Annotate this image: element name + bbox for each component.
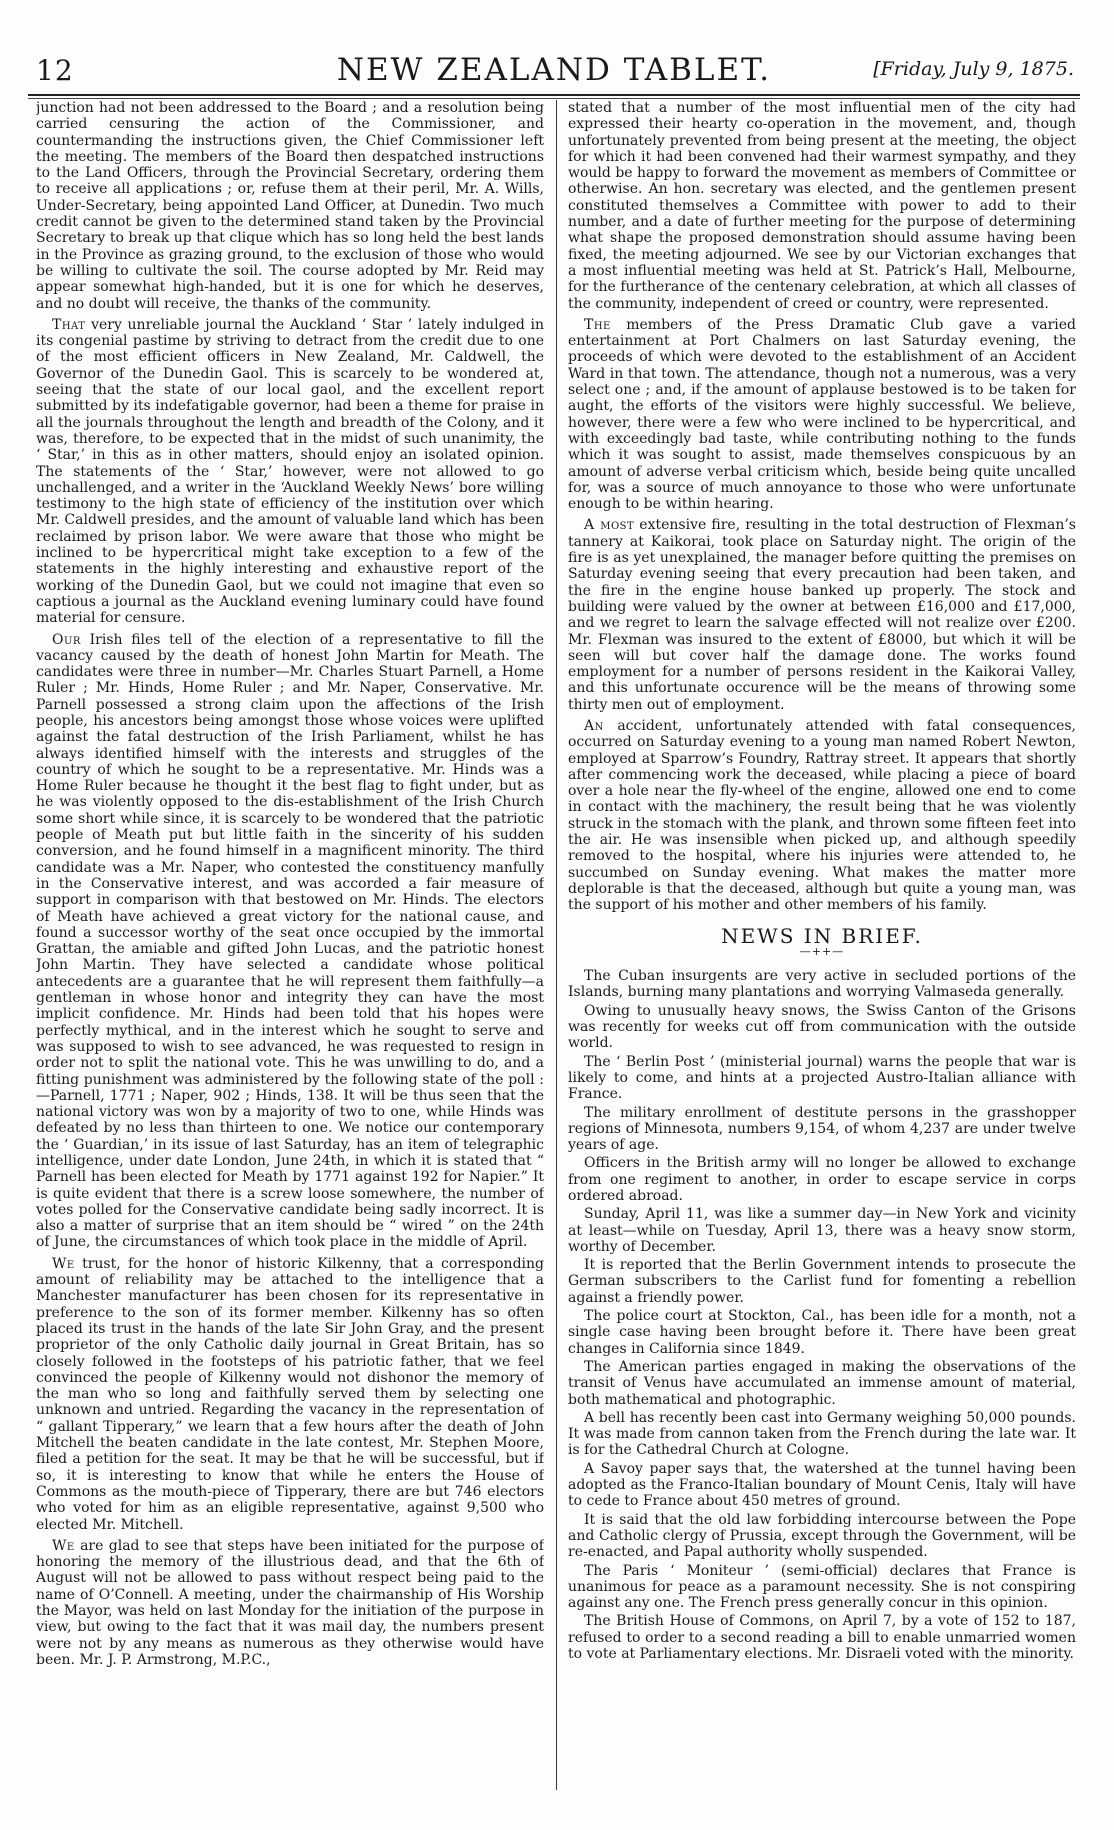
column-divider <box>556 100 557 1790</box>
paragraph-text: very unreliable journal the Auckland ‘ Star ’ lately indulged in its congenial pastime by striving to detract from the credit due to one of the most efficient officers in New Zealand, Mr. Caldwell, the Governor of the Dunedin Gaol. This is scarcely to be wondered at, seeing that the state of our local gaol, and the excellent report submitted by its indefatigable governor, had been a theme for praise in all the journals throughout the length and breadth of the Colony, and it was, therefore, to be expected that in the midst of such unanimity, the ‘ Star,’ in this as in other matters, should enjoy an isolated opinion. The statements of the ‘ Star,’ however, were not allowed to go unchallenged, and a writer in the ‘Auckland Weekly News’ bore willing testimony to the high state of efficiency of the institution over which Mr. Caldwell presides, and the amount of valuable land which has been reclaimed by prison labor. We were aware that those who might be inclined to be hypercritical might take exception to a few of the statements in the highly interesting and exhaustive report of the working of the Dunedin Gaol, but we could not imagine that even so captious a journal as the Auckland evening luminary could have found material for censure. <box>36 316 544 627</box>
paragraph-lead-word: A most <box>584 517 635 534</box>
heading-ornament: —++— <box>799 944 845 958</box>
masthead-rule-thin <box>28 98 1080 99</box>
newspaper-title: NEW ZEALAND TABLET. <box>336 52 772 88</box>
article-paragraph <box>36 1256 544 1533</box>
paragraph-lead-word: Our <box>52 631 81 648</box>
news-item: The military enrollment of destitute persons in the grasshopper regions of Minnesota, numbers 9,154, of whom 4,237 are under twelve years of age. <box>568 1104 1076 1154</box>
paragraph-text: members of the Press Dramatic Club gave a varied entertainment at Port Chalmers on last Saturday evening, the proceeds of which were devoted to the establishment of an Accident Ward in that town. The attendance, though not a numerous, was a very select one ; and, if the amount of applause bestowed is to be taken for aught, the efforts of the visitors were highly successful. We believe, however, there were a few who were inclined to be hypercritical, and with exceedingly bad taste, while contributing nothing to the funds which it was sought to assist, made themselves conspicuous by an amount of adverse verbal criticism which, beside being quite uncalled for, was a source of much annoyance to those who were unfortunate enough to be within hearing. <box>568 316 1076 513</box>
news-item: Sunday, April 11, was like a summer day—in New York and vicinity at least—while on Tuesday, April 13, there was a heavy snow storm, worthy of December. <box>568 1206 1076 1255</box>
article-paragraph <box>36 317 544 627</box>
news-item: The Cuban insurgents are very active in secluded portions of the Islands, burning many plantations and worrying Valmaseda generally. <box>568 968 1076 1001</box>
paragraph-lead-word: We <box>52 1255 75 1272</box>
masthead-rule <box>28 94 1080 96</box>
article-paragraph <box>36 632 544 1251</box>
paragraph-text: are glad to see that steps have been initiated for the purpose of honoring the memory of the illustrious dead, and that the 6th of August will not be allowed to pass without respect being paid to the name of O’Connell. A meeting, under the chairmanship of His Worship the Mayor, was held on last Monday for the initiation of the purpose in view, but owing to the fact that it was mail day, the numbers present were not by any means as numerous as they otherwise would have been. Mr. J. P. Armstrong, M.P.C., <box>36 1537 544 1668</box>
article-paragraph <box>568 517 1076 713</box>
news-in-brief-list <box>568 968 1076 1662</box>
paragraph-lead-word: An <box>584 717 604 734</box>
paragraph-lead-word: That <box>52 316 86 333</box>
paragraph-text: Irish files tell of the election of a representative to fill the vacancy caused by the death of honest John Martin for Meath. The candidates were three in number—Mr. Charles Stuart Parnell, a Home Ruler ; Mr. Hinds, Home Ruler ; and Mr. Naper, Conservative. Mr. Parnell possessed a strong claim upon the affections of the Irish people, his ancestors being amongst those whose voices were uplifted against the fatal destruction of the Irish Parliament, whilst he has always identified himself with the interests and struggles of the country of which he sought to be a representative. Mr. Hinds was a Home Ruler because he thought it the best flag to fight under, but as he was violently opposed to the dis-establishment of the Irish Church some short while since, it is scarcely to be wondered that the patriotic people of Meath put but little faith in the sincerity of his sudden conversion, and he found himself in a magnificent minority. The third candidate was a Mr. Naper, who contested the constituency manfully in the Conservative interest, and was accorded a fair measure of support in comparison with that bestowed on Mr. Hinds. The electors of Meath have achieved a great victory for the national cause, and found a successor worthy of the seat once occupied by the immortal Grattan, the amiable and gifted John Lucas, and the patriotic honest John Martin. They have selected a candidate whose political antecedents are a guarantee that he will represent them faithfully—a gentleman in whose honor and integrity they can have the most implicit confidence. Mr. Hinds had been told that his hopes were perfectly mythical, and in the interest which he sought to serve and was supposed to wish to see advanced, he was requested to resign in order not to split the national vote. This he was unwilling to do, and a fitting punishment was administered by the following state of the poll :—Parnell, 1771 ; Naper, 902 ; Hinds, 138. It will be thus seen that the national victory was won by a majority of two to one, while Hinds was defeated by no less than thirteen to one. We notice our contemporary the ‘ Guardian,’ in its issue of last Saturday, has an item of telegraphic intelligence, under date London, June 24th, in which it is stated that “ Parnell has been elected for Meath by 1771 against 192 for Napier.” It is quite evident that there is a screw loose somewhere, the number of votes polled for the Conservative candidate being sadly incorrect. It is also a matter of surprise that an item should be “ wired ” on the 24th of June, the circumstances of which took place in the middle of April. <box>36 631 544 1251</box>
news-item: A bell has recently been cast into Germany weighing 50,000 pounds. It was made from cannon taken from the French during the late war. It is for the Cathedral Church at Cologne. <box>568 1409 1076 1459</box>
paragraph-lead-word: We <box>52 1537 75 1554</box>
news-item: The police court at Stockton, Cal., has been idle for a month, not a single case having been brought before it. There have been great changes in California since 1849. <box>568 1308 1076 1357</box>
news-item: A Savoy paper says that, the watershed at the tunnel having been adopted as the Franco-Italian boundary of Mount Cenis, Italy will have to cede to France about 450 metres of ground. <box>568 1460 1076 1510</box>
paragraph-text: trust, for the honor of historic Kilkenny, that a corresponding amount of reliability may be attached to the intelligence that a Manchester manufacturer has been chosen for its representative in preference to the son of its former member. Kilkenny has so often placed its trust in the hands of the late Sir John Gray, and the present proprietor of the only Catholic daily journal in Great Britain, has so closely followed in the footsteps of his patriotic father, that we feel convinced the people of Kilkenny would not dishonor the memory of the man who so long and faithfully served them by selecting one unknown and untried. Regarding the vacancy in the representation of “ gallant Tipperary,” we learn that a few hours after the death of John Mitchell the beaten candidate in the late contest, Mr. Stephen Moore, filed a petition for the seat. It may be that he will be successful, but if so, it is interesting to know that while he enters the House of Commons as the mouth-piece of Tipperary, there are but 746 electors who voted for him as an eligible representative, against 9,500 who elected Mr. Mitchell. <box>36 1255 544 1533</box>
news-item: The American parties engaged in making the observations of the transit of Venus have accumulated an immense amount of material, both mathematical and photographic. <box>568 1358 1076 1408</box>
news-item: The ‘ Berlin Post ’ (ministerial journal) warns the people that war is likely to come, and hints at a projected Austro-Italian alliance with France. <box>568 1053 1076 1103</box>
news-item: Owing to unusually heavy snows, the Swiss Canton of the Grisons was recently for weeks cut off from communication with the outside world. <box>568 1002 1076 1052</box>
issue-date: [Friday, July 9, 1875. <box>873 58 1074 80</box>
paragraph-lead-word: The <box>584 316 611 333</box>
paragraph-text: junction had not been addressed to the Board ; and a resolution being carried censuring the action of the Commissioner, and countermanding the instructions given, the Chief Commissioner left the meeting. The members of the Board then despatched instructions to the Land Officers, through the Provincial Secretary, ordering them to receive all applications ; or, refuse them at their peril, Mr. A. Wills, Under-Secretary, being appointed Land Officer, at Dunedin. Two much credit cannot be given to the determined stand taken by the Provincial Secretary to break up that clique which has so long held the best lands in the Province as grazing ground, to the exclusion of those who would be willing to cultivate the soil. The course adopted by Mr. Reid may appear somewhat high-handed, but it is one for which he deserves, and no doubt will receive, the thanks of the community. <box>36 100 544 312</box>
news-item: The British House of Commons, on April 7, by a vote of 152 to 187, refused to order to a second reading a bill to enable unmarried women to vote at Parliamentary elections. Mr. Disraeli voted with the minority. <box>568 1613 1076 1663</box>
article-paragraph <box>568 100 1076 312</box>
news-item: It is reported that the Berlin Government intends to prosecute the German subscribers to the Carlist fund for fomenting a rebellion against a friendly power. <box>568 1257 1076 1306</box>
article-paragraph <box>568 718 1076 914</box>
news-in-brief-heading: NEWS IN BRIEF. <box>721 923 923 948</box>
paragraph-text: accident, unfortunately attended with fatal consequences, occurred on Saturday evening to a young man named Robert Newton, employed at Sparrow’s Foundry, Rattray street. It appears that shortly after commencing work the deceased, while placing a piece of board over a hole near the fly-wheel of the engine, allowed one end to come in contact with the machinery, the result being that he was violently struck in the stomach with the plank, and thrown some fifteen feet into the air. He was insensible when picked up, and although speedily removed to the hospital, where his injuries were attended to, he succumbed on Sunday evening. What makes the matter more deplorable is that the deceased, although but quite a young man, was the support of his mother and other members of his family. <box>568 717 1076 914</box>
page-number: 12 <box>36 54 74 87</box>
left-column <box>36 100 544 1800</box>
paragraph-text: stated that a number of the most influential men of the city had expressed their hearty co-operation in the movement, and, though unfortunately prevented from being present at the meeting, the object for which it had been convened had their warmest sympathy, and they would be happy to forward the movement as members of Committee or otherwise. An hon. secretary was elected, and the gentlemen present constituted themselves a Committee with power to add to their number, and a date of further meeting for the purpose of determining what shape the proposed demonstration should assume having been fixed, the meeting adjourned. We see by our Victorian exchanges that a most influential meeting was held at St. Patrick’s Hall, Melbourne, for the furtherance of the centenary celebration, at which all classes of the community, independent of creed or country, were represented. <box>568 100 1076 312</box>
right-column <box>568 100 1076 1800</box>
news-item: Officers in the British army will no longer be allowed to exchange from one regiment to another, in order to escape service in corps ordered abroad. <box>568 1155 1076 1204</box>
article-paragraph <box>36 100 544 312</box>
news-item: The Paris ‘ Moniteur ’ (semi-official) declares that France is unanimous for peace as a paramount necessity. She is not conspiring against any one. The French press generally concur in this opinion. <box>568 1562 1076 1612</box>
article-paragraph <box>568 317 1076 513</box>
news-item: It is said that the old law forbidding intercourse between the Pope and Catholic clergy of Prussia, except through the Government, will be re-enacted, and Papal authority wholly suspended. <box>568 1511 1076 1561</box>
article-paragraph <box>36 1538 544 1668</box>
masthead <box>28 50 1080 94</box>
paragraph-text: extensive fire, resulting in the total destruction of Flexman’s tannery at Kaikorai, took place on Saturday night. The origin of the fire is as yet unexplained, the manager before quitting the premises on Saturday evening seeing that every precaution had been taken, and the fire in the engine house banked up properly. The stock and building were valued by the owner at between £16,000 and £17,000, and we regret to learn the salvage effected will not realize over £200. Mr. Flexman was insured to the extent of £8000, but which it will be seen will but cover half the damage done. The works found employment for a number of persons resident in the Kaikorai Valley, and this unfortunate occurence will be the means of throwing some thirty men out of employment. <box>568 517 1076 713</box>
